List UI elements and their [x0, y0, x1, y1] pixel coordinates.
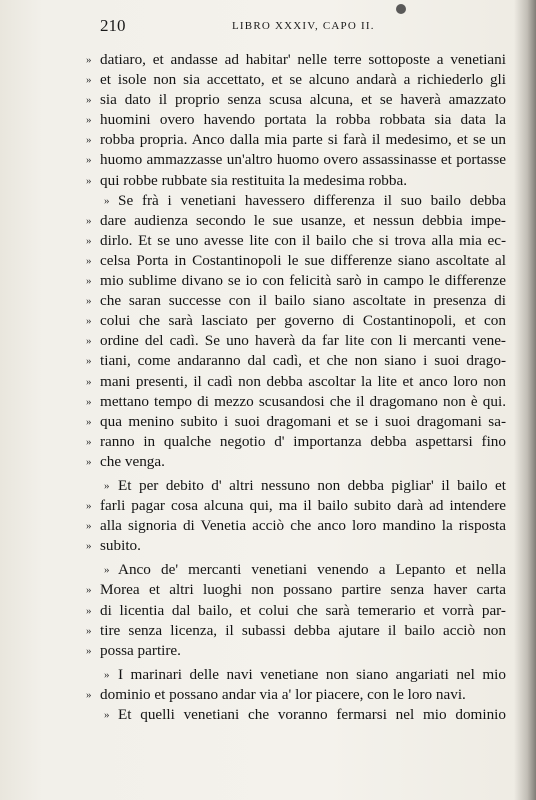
quote-mark: » — [86, 644, 92, 657]
quote-mark: » — [86, 295, 92, 308]
text-line: » possa partire. — [86, 641, 506, 661]
quote-mark: » — [86, 94, 92, 107]
quote-mark: » — [104, 564, 110, 577]
text-line: » sia dato il proprio senza scusa alcuna, et se haverà amazzato — [86, 90, 506, 110]
paragraph-start-line: » I marinari delle navi venetiane non siano angariati nel mio — [86, 665, 506, 685]
text-line: » mettano tempo di mezzo scusandosi che il dragomano non è qui. — [86, 392, 506, 412]
quote-mark: » — [86, 355, 92, 368]
quote-mark: » — [86, 395, 92, 408]
quote-mark: » — [104, 668, 110, 681]
text-line: » di licentia dal bailo, et colui che sarà temerario et vorrà par- — [86, 601, 506, 621]
text-line: » farli pagar cosa alcuna qui, ma il bailo subito darà ad intendere — [86, 496, 506, 516]
quote-mark: » — [86, 214, 92, 227]
quote-mark: » — [86, 275, 92, 288]
quote-mark: » — [86, 415, 92, 428]
paragraph-start-line: » Se frà i venetiani havessero differenza il suo bailo debba — [86, 191, 506, 211]
quote-mark: » — [86, 604, 92, 617]
body-text — [86, 50, 506, 725]
quote-mark: » — [86, 254, 92, 267]
paragraph-start-line: » Et quelli venetiani che voranno fermarsi nel mio dominio — [86, 705, 506, 725]
page-edge-shadow — [514, 0, 536, 800]
quote-mark: » — [104, 479, 110, 492]
ink-blot — [396, 4, 406, 14]
quote-mark: » — [86, 375, 92, 388]
quote-mark: » — [86, 455, 92, 468]
quote-mark: » — [86, 335, 92, 348]
text-line: » dominio et possano andar via a' lor piacere, con le loro navi. — [86, 685, 506, 705]
text-line: » che saran successe con il bailo siano ascoltate in presenza di — [86, 291, 506, 311]
quote-mark: » — [86, 174, 92, 187]
text-line: » huomini overo havendo portata la robba robbata sia data la — [86, 110, 506, 130]
quote-mark: » — [86, 134, 92, 147]
text-line: » mio sublime divano se io con felicità sarò in campo le differenze — [86, 271, 506, 291]
quote-mark: » — [86, 114, 92, 127]
text-line: » datiaro, et andasse ad habitar' nelle terre sottoposte a venetiani — [86, 50, 506, 70]
quote-mark: » — [86, 520, 92, 533]
text-line: » tire senza licenza, il subassi debba ajutare il bailo acciò non — [86, 621, 506, 641]
quote-mark: » — [86, 688, 92, 701]
quote-mark: » — [86, 624, 92, 637]
text-line: » qua menino subito i suoi dragomani et se i suoi dragomani sa- — [86, 412, 506, 432]
quote-mark: » — [104, 709, 110, 721]
page-header — [100, 16, 500, 38]
text-line: » che venga. — [86, 452, 506, 472]
quote-mark: » — [86, 540, 92, 553]
text-line: » ordine del cadì. Se uno haverà da far lite con li mercanti vene- — [86, 331, 506, 351]
quote-mark: » — [86, 435, 92, 448]
text-line: » colui che sarà lasciato per governo di Costantinopoli, et con — [86, 311, 506, 331]
text-line: » ranno in qualche negotio d' importanza debba aspettarsi fino — [86, 432, 506, 452]
quote-mark: » — [86, 154, 92, 167]
text-line: » huomo ammazzasse un'altro huomo overo assassinasse et portasse — [86, 150, 506, 170]
text-line: » et isole non sia accettato, et se alcuno andarà a richiederlo gli — [86, 70, 506, 90]
quote-mark: » — [86, 74, 92, 87]
quote-mark: » — [86, 234, 92, 247]
running-head: LIBRO XXXIV, CAPO II. — [232, 20, 375, 32]
page-number: 210 — [100, 16, 126, 35]
text-line: » alla signoria di Venetia acciò che anco loro mandino la risposta — [86, 516, 506, 536]
text-line: » subito. — [86, 536, 506, 556]
text-line: » dirlo. Et se uno avesse lite con il bailo che si trova alla mia ec- — [86, 231, 506, 251]
quote-mark: » — [86, 500, 92, 513]
text-line: » qui robbe rubbate sia restituita la medesima robba. — [86, 171, 506, 191]
paragraph-start-line: » Et per debito d' altri nessuno non debba pigliar' il bailo et — [86, 476, 506, 496]
text-line: » tiani, come andaranno dal cadì, et che non siano i suoi drago- — [86, 351, 506, 371]
quote-mark: » — [104, 194, 110, 207]
quote-mark: » — [86, 54, 92, 66]
quote-mark: » — [86, 584, 92, 597]
text-line: » robba propria. Anco dalla mia parte si farà il medesimo, et se un — [86, 130, 506, 150]
text-line: » dare audienza secondo le sue usanze, et nessun debbia impe- — [86, 211, 506, 231]
quote-mark: » — [86, 315, 92, 328]
text-line: » celsa Porta in Costantinopoli le sue differenze siano ascoltate al — [86, 251, 506, 271]
paragraph-start-line: » Anco de' mercanti venetiani venendo a Lepanto et nella — [86, 560, 506, 580]
text-line: » Morea et altri luoghi non possano partire senza haver carta — [86, 580, 506, 600]
text-line: » mani presenti, il cadì non debba ascoltar la lite et anco loro non — [86, 372, 506, 392]
